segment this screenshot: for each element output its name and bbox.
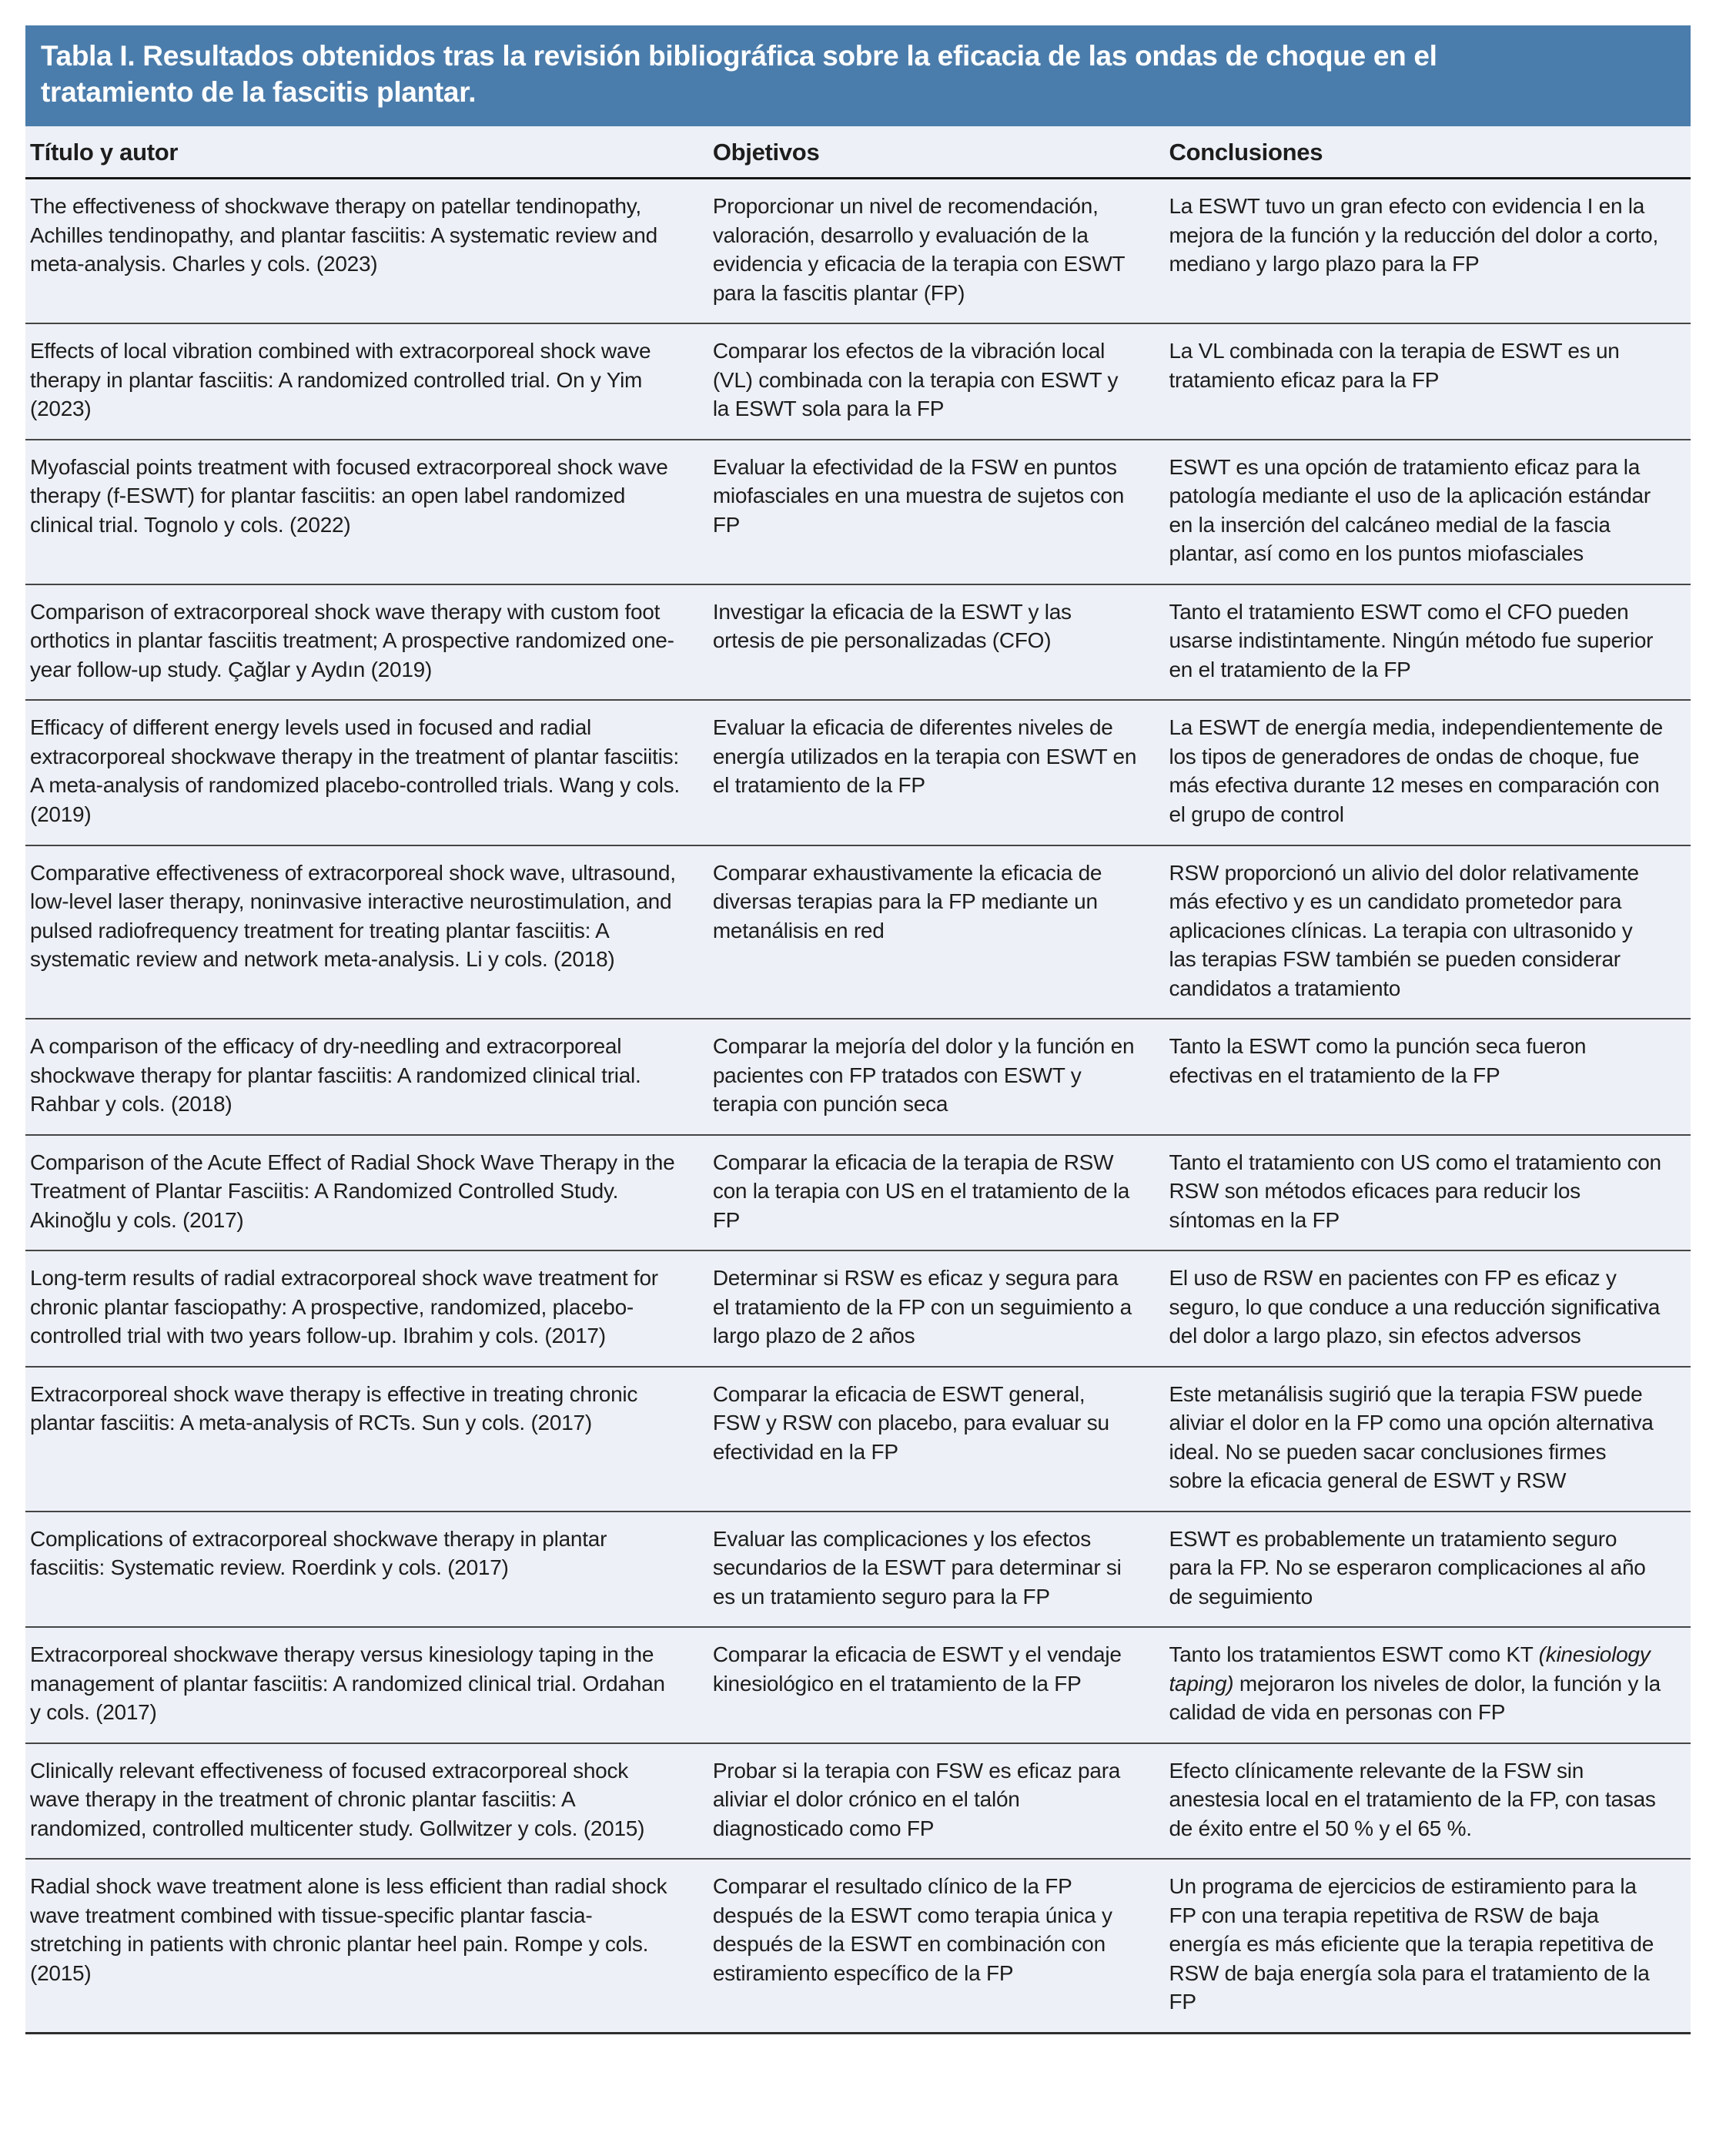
table-title: Tabla I. Resultados obtenidos tras la revisión bibliográfica sobre la eficacia de las ondas de choque en el tratamiento de la fascitis plantar.	[41, 40, 1437, 108]
cell-conclusion: Este metanálisis sugirió que la terapia FSW puede aliviar el dolor en la FP como una opción alternativa ideal. No se pueden sacar conclusiones firmes sobre la eficacia general de ESWT y RSW	[1169, 1381, 1654, 1493]
table-row	[25, 1018, 1691, 1134]
table-row	[25, 1858, 1691, 2032]
table-row	[25, 699, 1691, 844]
cell-objective: Comparar la eficacia de ESWT general, FSW y RSW con placebo, para evaluar su efectividad en la FP	[712, 1381, 1109, 1464]
cell-conclusion: Tanto la ESWT como la punción seca fueron efectivas en el tratamiento de la FP	[1169, 1034, 1587, 1087]
table-row	[25, 584, 1691, 700]
cell-conclusion: Un programa de ejercicios de estiramiento para la FP con una terapia repetitiva de RSW de baja energía es más eficiente que la terapia repetitiva de RSW de baja energía sola para el tratamiento de la FP	[1169, 1874, 1654, 2014]
cell-conclusion: La ESWT tuvo un gran efecto con evidencia I en la mejora de la función y la reducción del dolor a corto, mediano y largo plazo para la FP	[1169, 194, 1659, 276]
cell-title-author: Effects of local vibration combined with extracorporeal shock wave therapy in plantar fasciitis: A randomized controlled trial. On y Yim (2023)	[30, 339, 651, 421]
column-header-objetivos: Objetivos	[712, 139, 820, 166]
cell-objective: Comparar exhaustivamente la eficacia de diversas terapias para la FP mediante un metanálisis en red	[712, 860, 1102, 942]
table-row	[25, 179, 1691, 323]
cell-objective: Probar si la terapia con FSW es eficaz para aliviar el dolor crónico en el talón diagnosticado como FP	[712, 1758, 1121, 1840]
table-row	[25, 1743, 1691, 1859]
cell-title-author: Radial shock wave treatment alone is less efficient than radial shock wave treatment combined with tissue-specific plantar fascia-stretching in patients with chronic plantar heel pain. Rompe y cols. (2015)	[30, 1874, 667, 1985]
table-title-bar	[25, 25, 1691, 126]
cell-title-author: Comparative effectiveness of extracorporeal shock wave, ultrasound, low-level laser therapy, noninvasive interactive neurostimulation, and pulsed radiofrequency treatment for treating plantar fasciitis: A systematic review and network meta-analysis. Li y cols. (2018)	[30, 860, 676, 972]
cell-conclusion: La VL combinada con la terapia de ESWT es un tratamiento eficaz para la FP	[1169, 339, 1620, 392]
cell-title-author: Clinically relevant effectiveness of focused extracorporeal shock wave therapy in the treatment of chronic plantar fasciitis: A randomized, controlled multicenter study. Gollwitzer y cols. (2015)	[30, 1758, 645, 1840]
cell-objective: Comparar el resultado clínico de la FP después de la ESWT como terapia única y después de la ESWT en combinación con estiramiento específico de la FP	[712, 1874, 1112, 1985]
cell-conclusion: RSW proporcionó un alivio del dolor relativamente más efectivo y es un candidato prometedor para aplicaciones clínicas. La terapia con ultrasonido y las terapias FSW también se pueden considerar candidatos a tratamiento	[1169, 860, 1639, 1000]
table-row	[25, 845, 1691, 1019]
cell-conclusion: ESWT es una opción de tratamiento eficaz para la patología mediante el uso de la aplicación estándar en la inserción del calcáneo medial de la fascia plantar, así como en los puntos miofasciales	[1169, 454, 1651, 566]
cell-title-author: Extracorporeal shockwave therapy versus kinesiology taping in the management of plantar fasciitis: A randomized clinical trial. Ordahan y cols. (2017)	[30, 1642, 665, 1725]
cell-title-author: Comparison of the Acute Effect of Radial Shock Wave Therapy in the Treatment of Plantar Fasciitis: A Randomized Controlled Study. Akinoğlu y cols. (2017)	[30, 1150, 675, 1232]
cell-title-author: Myofascial points treatment with focused extracorporeal shock wave therapy (f-ESWT) for plantar fasciitis: an open label randomized clinical trial. Tognolo y cols. (2022)	[30, 454, 668, 537]
table-row	[25, 439, 1691, 584]
table-body	[25, 179, 1691, 2034]
cell-conclusion: Tanto los tratamientos ESWT como KT (kinesiology taping) mejoraron los niveles de dolor, la función y la calidad de vida en personas con FP	[1169, 1642, 1661, 1725]
table-row	[25, 1250, 1691, 1366]
table-row	[25, 1366, 1691, 1511]
cell-objective: Determinar si RSW es eficaz y segura para el tratamiento de la FP con un seguimiento a largo plazo de 2 años	[712, 1266, 1132, 1348]
cell-objective: Proporcionar un nivel de recomendación, valoración, desarrollo y evaluación de la evidencia y eficacia de la terapia con ESWT para la fascitis plantar (FP)	[712, 194, 1125, 305]
table-row	[25, 1134, 1691, 1250]
cell-objective: Evaluar las complicaciones y los efectos secundarios de la ESWT para determinar si es un tratamiento seguro para la FP	[712, 1526, 1122, 1609]
cell-conclusion: Efecto clínicamente relevante de la FSW sin anestesia local en el tratamiento de la FP, con tasas de éxito entre el 50 % y el 65 %.	[1169, 1758, 1656, 1840]
column-header-conclusiones: Conclusiones	[1169, 139, 1323, 166]
cell-objective: Comparar la eficacia de ESWT y el vendaje kinesiológico en el tratamiento de la FP	[712, 1642, 1122, 1696]
cell-conclusion: Tanto el tratamiento ESWT como el CFO pueden usarse indistintamente. Ningún método fue superior en el tratamiento de la FP	[1169, 599, 1654, 681]
cell-conclusion: El uso de RSW en pacientes con FP es eficaz y seguro, lo que conduce a una reducción significativa del dolor a largo plazo, sin efectos adversos	[1169, 1266, 1661, 1348]
cell-objective: Comparar los efectos de la vibración local (VL) combinada con la terapia con ESWT y la ESWT sola para la FP	[712, 339, 1119, 421]
cell-title-author: Complications of extracorporeal shockwave therapy in plantar fasciitis: Systematic review. Roerdink y cols. (2017)	[30, 1526, 607, 1580]
cell-objective: Evaluar la efectividad de la FSW en puntos miofasciales en una muestra de sujetos con FP	[712, 454, 1125, 537]
cell-conclusion: ESWT es probablemente un tratamiento seguro para la FP. No se esperaron complicaciones al año de seguimiento	[1169, 1526, 1646, 1609]
cell-title-author: Extracorporeal shock wave therapy is effective in treating chronic plantar fasciitis: A meta-analysis of RCTs. Sun y cols. (2017)	[30, 1381, 638, 1435]
cell-title-author: A comparison of the efficacy of dry-needling and extracorporeal shockwave therapy for plantar fasciitis: A randomized clinical trial. Rahbar y cols. (2018)	[30, 1034, 641, 1116]
cell-title-author: Efficacy of different energy levels used in focused and radial extracorporeal shockwave therapy in the treatment of plantar fasciitis: A meta-analysis of randomized placebo-controlled trials. Wang y cols. (2019)	[30, 715, 680, 826]
column-header-titulo-y-autor: Título y autor	[30, 139, 179, 166]
table-row	[25, 1511, 1691, 1627]
cell-conclusion: La ESWT de energía media, independientemente de los tipos de generadores de ondas de choque, fue más efectiva durante 12 meses en comparación con el grupo de control	[1169, 715, 1663, 826]
table-row	[25, 1626, 1691, 1743]
cell-objective: Investigar la eficacia de la ESWT y las ortesis de pie personalizadas (CFO)	[712, 599, 1072, 653]
cell-objective: Comparar la mejoría del dolor y la función en pacientes con FP tratados con ESWT y terapia con punción seca	[712, 1034, 1135, 1116]
results-table	[25, 25, 1691, 2034]
table-row	[25, 323, 1691, 439]
cell-objective: Comparar la eficacia de la terapia de RSW con la terapia con US en el tratamiento de la FP	[712, 1150, 1130, 1232]
cell-title-author: Long-term results of radial extracorporeal shock wave treatment for chronic plantar fasciopathy: A prospective, randomized, placebo-controlled trial with two years follow-up. Ibrahim y cols. (2017)	[30, 1266, 658, 1348]
cell-title-author: The effectiveness of shockwave therapy on patellar tendinopathy, Achilles tendinopathy, and plantar fasciitis: A systematic review and meta-analysis. Charles y cols. (2023)	[30, 194, 657, 276]
cell-conclusion: Tanto el tratamiento con US como el tratamiento con RSW son métodos eficaces para reducir los síntomas en la FP	[1169, 1150, 1661, 1232]
cell-objective: Evaluar la eficacia de diferentes niveles de energía utilizados en la terapia con ESWT en el tratamiento de la FP	[712, 715, 1137, 798]
cell-title-author: Comparison of extracorporeal shock wave therapy with custom foot orthotics in plantar fasciitis treatment; A prospective randomized one-year follow-up study. Çağlar y Aydın (2019)	[30, 599, 674, 681]
table-header-row	[25, 126, 1691, 179]
